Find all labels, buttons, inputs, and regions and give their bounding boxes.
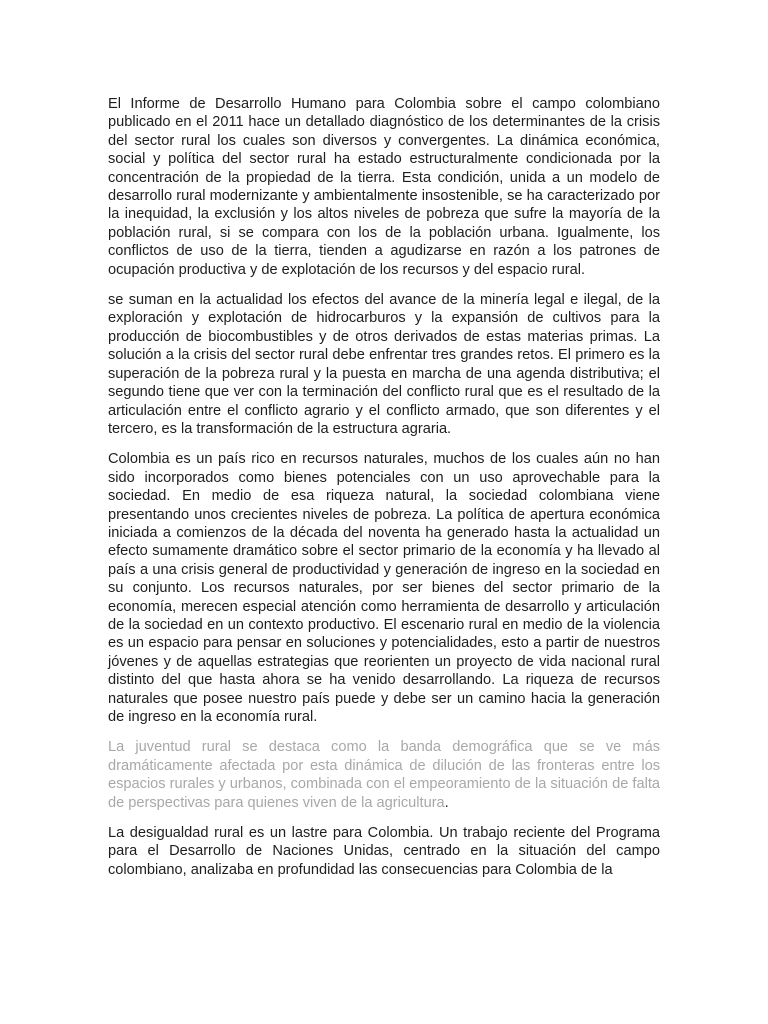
paragraph-4-faded: [108, 738, 660, 812]
paragraph-5: La desigualdad rural es un lastre para Colombia. Un trabajo reciente del Programa para el Desarrollo de Naciones Unidas, centrado en la situación del campo colombiano, analizaba en profundidad las consecuencias para Colombia de la: [108, 825, 660, 878]
paragraph-2: se suman en la actualidad los efectos del avance de la minería legal e ilegal, de la exploración y explotación de hidrocarburos y la expansión de cultivos para la producción de biocombustibles y de otros derivados de estas materias primas. La solución a la crisis del sector rural debe enfrentar tres grandes retos. El primero es la superación de la pobreza rural y la puesta en marcha de una agenda distributiva; el segundo tiene que ver con la terminación del conflicto rural que es el resultado de la articulación entre el conflicto agrario y el conflicto armado, que son diferentes y el tercero, es la transformación de la estructura agraria.: [108, 292, 660, 437]
paragraph-4-text: La juventud rural se destaca como la banda demográfica que se ve más dramáticamente afectada por esta dinámica de dilución de las fronteras entre los espacios rurales y urbanos, combinada con el empeoramiento de la situación de falta de perspectivas para quienes viven de la agricultura: [108, 739, 660, 811]
paragraph-4-period: .: [444, 794, 449, 811]
paragraph-3: Colombia es un país rico en recursos naturales, muchos de los cuales aún no han sido incorporados como bienes potenciales con un uso aprovechable para la sociedad. En medio de esa riqueza natural, la sociedad colombiana viene presentando unos crecientes niveles de pobreza. La política de apertura económica iniciada a comienzos de la década del noventa ha generado hasta la actualidad un efecto sumamente dramático sobre el sector primario de la economía y ha llevado al país a una crisis general de productividad y generación de ingreso en la sociedad en su conjunto. Los recursos naturales, por ser bienes del sector primario de la economía, merecen especial atención como herramienta de desarrollo y articulación de la sociedad en un contexto productivo. El escenario rural en medio de la violencia es un espacio para pensar en soluciones y potencialidades, esto a partir de nuestros jóvenes y de aquellas estrategias que reorienten un proyecto de vida nacional rural distinto del que hasta ahora se ha venido desarrollando. La riqueza de recursos naturales que posee nuestro país puede y debe ser un camino hacia la generación de ingreso en la economía rural.: [108, 451, 660, 725]
paragraph-1: El Informe de Desarrollo Humano para Colombia sobre el campo colombiano publicado en el 2011 hace un detallado diagnóstico de los determinantes de la crisis del sector rural los cuales son diversos y convergentes. La dinámica económica, social y política del sector rural ha estado estructuralmente condicionada por la concentración de la propiedad de la tierra. Esta condición, unida a un modelo de desarrollo rural modernizante y ambientalmente insostenible, se ha caracterizado por la inequidad, la exclusión y los altos niveles de pobreza que sufre la mayoría de la población rural, si se compara con los de la población urbana. Igualmente, los conflictos de uso de la tierra, tienden a agudizarse en razón a los patrones de ocupación productiva y de explotación de los recursos y del espacio rural.: [108, 96, 660, 278]
document-page: [108, 95, 660, 891]
